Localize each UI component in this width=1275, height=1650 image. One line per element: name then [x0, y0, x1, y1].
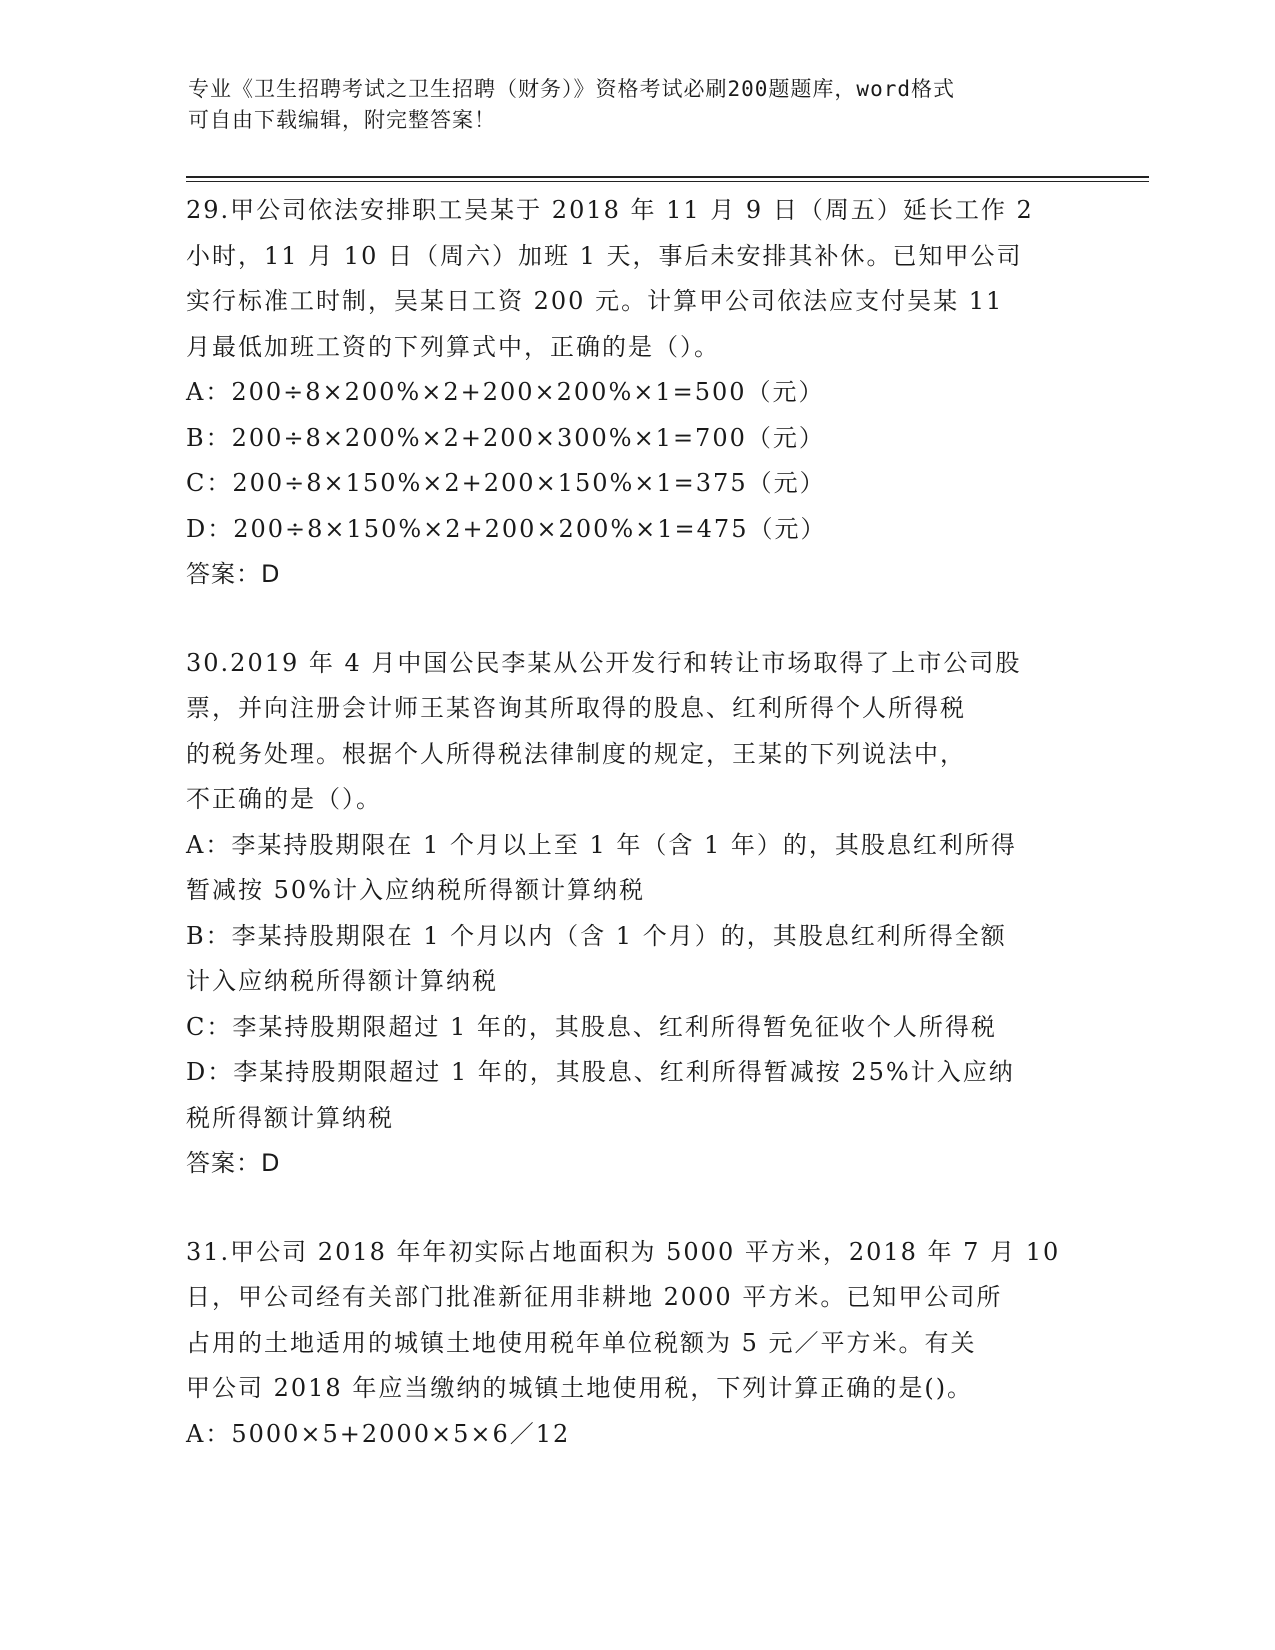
- option-a: [186, 1412, 1076, 1458]
- header-line: 专业《卫生招聘考试之卫生招聘（财务）》资格考试必刷200题题库，word格式: [188, 77, 955, 101]
- option-line: D：李某持股期限超过 1 年的，其股息、红利所得暂减按 25%计入应纳: [186, 1058, 1015, 1086]
- header-line: 可自由下载编辑，附完整答案！: [188, 108, 496, 132]
- question-30: [186, 641, 1076, 1187]
- option-line: C：200÷8×150%×2+200×150%×1=375（元）: [186, 469, 826, 497]
- question-list: [186, 188, 1076, 1500]
- stem-line: 实行标准工时制，吴某日工资 200 元。计算甲公司依法应支付吴某 11: [186, 287, 1004, 315]
- stem-line: 日，甲公司经有关部门批准新征用非耕地 2000 平方米。已知甲公司所: [186, 1283, 1003, 1311]
- option-line: C：李某持股期限超过 1 年的，其股息、红利所得暂免征收个人所得税: [186, 1012, 997, 1041]
- stem-line: 甲公司 2018 年应当缴纳的城镇土地使用税，下列计算正确的是()。: [186, 1374, 974, 1402]
- stem-line: 票，并向注册会计师王某咨询其所取得的股息、红利所得个人所得税: [186, 694, 966, 722]
- document-header: [188, 74, 1068, 136]
- stem-line: 31.甲公司 2018 年年初实际占地面积为 5000 平方米，2018 年 7 月 10: [186, 1237, 1061, 1266]
- answer-label: 答案：D: [186, 1149, 281, 1177]
- header-divider-thin: [186, 181, 1149, 182]
- option-d: [186, 1050, 1076, 1141]
- option-line: A：200÷8×200%×2+200×200%×1=500（元）: [186, 378, 825, 406]
- stem-line: 占用的土地适用的城镇土地使用税年单位税额为 5 元／平方米。有关: [186, 1328, 977, 1357]
- question-stem: [186, 188, 1076, 370]
- option-line: A：5000×5+2000×5×6／12: [186, 1419, 571, 1448]
- answer-label: 答案：D: [186, 560, 281, 588]
- option-line: B：200÷8×200%×2+200×300%×1=700（元）: [186, 423, 825, 452]
- option-c: [186, 1005, 1076, 1051]
- stem-line: 30.2019 年 4 月中国公民李某从公开发行和转让市场取得了上市公司股: [186, 648, 1022, 677]
- option-b: [186, 914, 1076, 1005]
- question-stem: [186, 1230, 1076, 1412]
- option-a: [186, 823, 1076, 914]
- option-line: D：200÷8×150%×2+200×200%×1=475（元）: [186, 514, 827, 543]
- question-31: [186, 1230, 1076, 1458]
- option-b: [186, 416, 1076, 462]
- option-d: [186, 507, 1076, 553]
- option-line: A：李某持股期限在 1 个月以上至 1 年（含 1 年）的，其股息红利所得: [186, 830, 1017, 859]
- option-line: B：李某持股期限在 1 个月以内（含 1 个月）的，其股息红利所得全额: [186, 921, 1007, 950]
- option-a: [186, 370, 1076, 416]
- stem-line: 的税务处理。根据个人所得税法律制度的规定，王某的下列说法中，: [186, 739, 966, 768]
- stem-line: 月最低加班工资的下列算式中，正确的是（）。: [186, 332, 720, 361]
- question-stem: [186, 641, 1076, 823]
- stem-line: 不正确的是（）。: [186, 785, 382, 813]
- option-c: [186, 461, 1076, 507]
- option-line: 计入应纳税所得额计算纳税: [186, 967, 498, 995]
- option-line: 税所得额计算纳税: [186, 1103, 394, 1132]
- stem-line: 29.甲公司依法安排职工吴某于 2018 年 11 月 9 日（周五）延长工作 2: [186, 196, 1034, 224]
- option-line: 暂减按 50%计入应纳税所得额计算纳税: [186, 876, 645, 904]
- header-divider: [186, 176, 1149, 178]
- stem-line: 小时，11 月 10 日（周六）加班 1 天，事后未安排其补休。已知甲公司: [186, 241, 1023, 270]
- question-29: [186, 188, 1076, 598]
